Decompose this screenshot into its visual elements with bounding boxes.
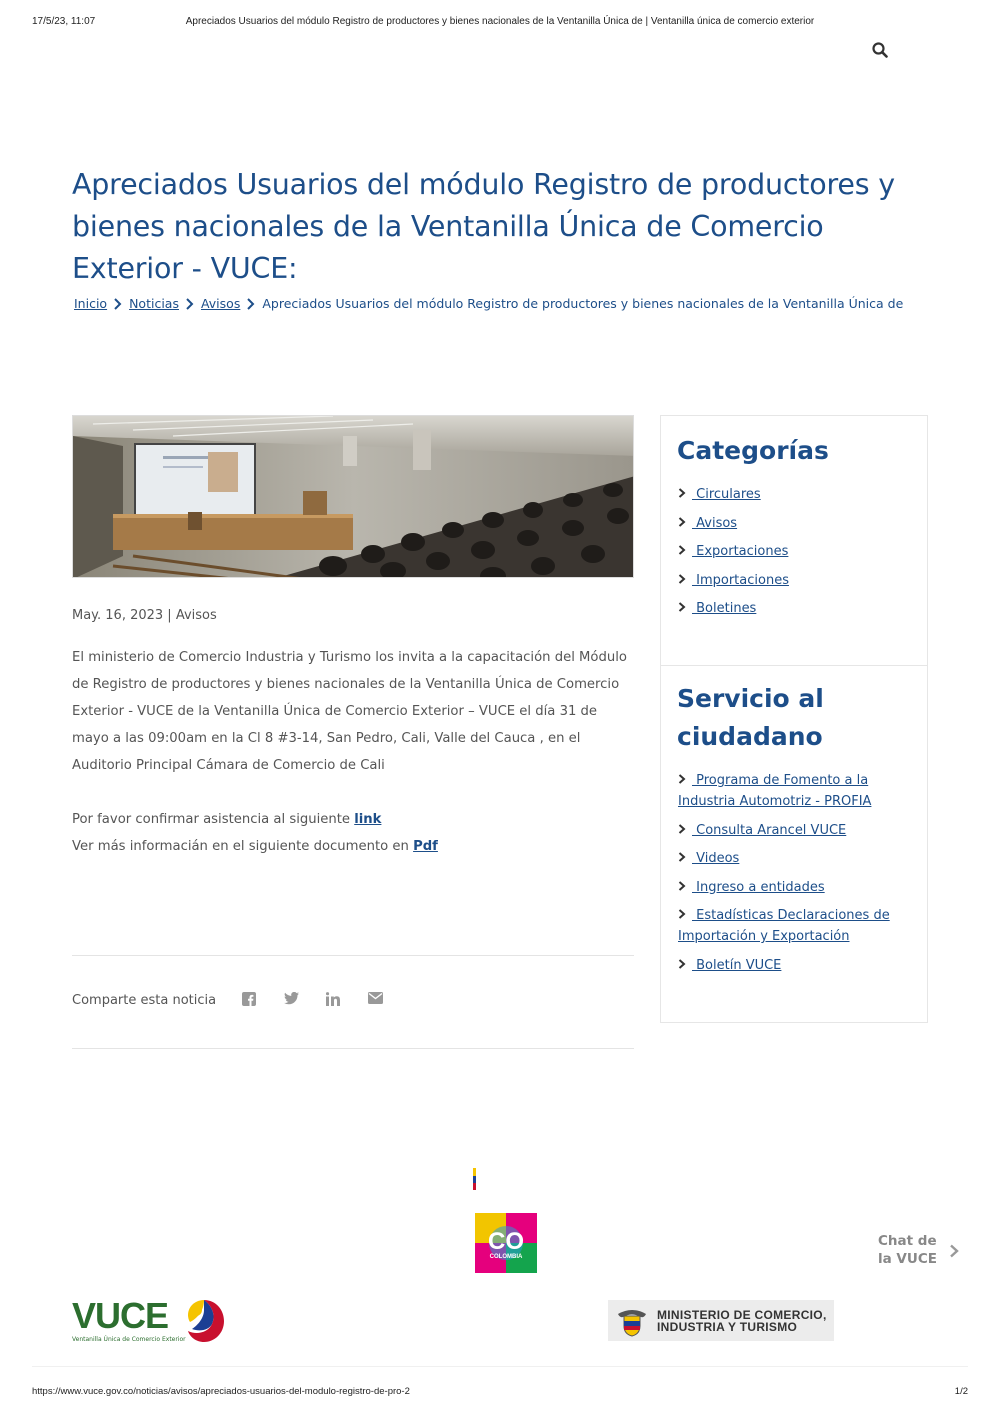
- category-link[interactable]: Circulares: [692, 487, 761, 502]
- coat-of-arms-icon: [614, 1304, 650, 1338]
- categories-title: Categorías: [677, 436, 829, 465]
- vuce-logo[interactable]: [72, 1295, 227, 1346]
- article-paragraph: El ministerio de Comercio Industria y Turismo los invita a la capacitación del Módulo de Registro de productores y bienes nacionales de la Ventanilla Única de Comercio Exterior - VUCE de la Ventanilla Única de Comercio Exterior – VUCE el día 31 de mayo a las 09:00am en la Cl 8 #3-14, San Pedro, Cali, Valle del Cauca , en el Auditorio Principal Cámara de Comercio de Cali: [72, 650, 627, 773]
- service-link[interactable]: Ingreso a entidades: [692, 879, 825, 895]
- confirm-text: Por favor confirmar asistencia al siguiente: [72, 812, 355, 827]
- category-item[interactable]: [678, 513, 918, 534]
- facebook-icon[interactable]: [242, 992, 258, 1008]
- twitter-icon[interactable]: [284, 992, 300, 1008]
- category-link[interactable]: Exportaciones: [692, 544, 789, 559]
- pdf-link[interactable]: Pdf: [413, 839, 438, 854]
- envelope-icon[interactable]: [368, 992, 384, 1008]
- chevron-right-icon: [678, 955, 692, 976]
- sidebar: [660, 415, 928, 1023]
- article-links: [72, 806, 638, 860]
- category-item[interactable]: [678, 598, 918, 619]
- divider: [72, 955, 634, 956]
- mincit-logo[interactable]: [608, 1300, 834, 1341]
- share-label: Comparte esta noticia: [72, 992, 217, 1008]
- article-image: [72, 415, 634, 578]
- print-page-number: 1/2: [954, 1386, 968, 1397]
- categories-list: [678, 484, 918, 627]
- category-item[interactable]: [678, 570, 918, 591]
- info-text: Ver más informacián en el siguiente documento en: [72, 839, 414, 854]
- service-link[interactable]: Consulta Arancel VUCE: [692, 822, 847, 838]
- vuce-logo-word: VUCE: [72, 1295, 169, 1336]
- chevron-right-icon: [678, 905, 692, 926]
- service-item[interactable]: [678, 820, 918, 841]
- category-link[interactable]: Importaciones: [692, 572, 789, 588]
- breadcrumb-noticias[interactable]: Noticias: [129, 296, 179, 311]
- mincit-line1: MINISTERIO DE COMERCIO,: [657, 1308, 827, 1322]
- search-icon[interactable]: [872, 42, 890, 60]
- breadcrumb-current: Apreciados Usuarios del módulo Registro de productores y bienes nacionales de la Ventanilla Única de: [262, 296, 904, 311]
- chevron-right-icon: [678, 598, 692, 619]
- co-logo-text: CO: [488, 1228, 524, 1255]
- share-bar: [72, 992, 410, 1008]
- chevron-right-icon[interactable]: [949, 1243, 959, 1262]
- category-item[interactable]: [678, 541, 918, 562]
- vuce-logo-subtitle: Ventanilla Única de Comercio Exterior: [72, 1336, 186, 1343]
- chevron-right-icon: [678, 848, 692, 869]
- chevron-right-icon: [678, 770, 692, 791]
- chevron-right-icon: [678, 820, 692, 841]
- category-item[interactable]: [678, 484, 918, 505]
- chevron-right-icon: [107, 297, 129, 311]
- category-link[interactable]: Avisos: [692, 515, 738, 531]
- category-link[interactable]: Boletines: [692, 601, 757, 616]
- service-link[interactable]: Estadísticas Declaraciones de Importación y Exportación: [678, 908, 890, 944]
- print-url: https://www.vuce.gov.co/noticias/avisos/apreciados-usuarios-del-modulo-registro-de-pro-2: [32, 1386, 410, 1397]
- breadcrumb: [74, 296, 954, 311]
- linkedin-icon[interactable]: [326, 992, 342, 1008]
- service-item[interactable]: [678, 905, 918, 947]
- print-page-title: Apreciados Usuarios del módulo Registro de productores y bienes nacionales de la Ventanilla Única de | Ventanilla única de comercio exterior: [185, 16, 815, 27]
- service-item[interactable]: [678, 848, 918, 869]
- flag-stripe: [473, 1168, 476, 1190]
- service-link[interactable]: Programa de Fomento a la Industria Automotriz - PROFIA: [678, 773, 872, 809]
- divider: [661, 665, 927, 666]
- co-logo-subtext: COLOMBIA: [489, 1254, 523, 1260]
- service-item[interactable]: [678, 955, 918, 976]
- article-meta: May. 16, 2023 | Avisos: [72, 608, 217, 623]
- mincit-line2: INDUSTRIA Y TURISMO: [657, 1320, 798, 1334]
- divider: [72, 1048, 634, 1049]
- chat-label-line1: Chat de: [878, 1233, 937, 1249]
- chevron-right-icon: [678, 541, 692, 562]
- service-link[interactable]: Boletín VUCE: [692, 957, 782, 973]
- chat-label-line2: la VUCE: [878, 1251, 937, 1267]
- breadcrumb-inicio[interactable]: Inicio: [74, 296, 108, 311]
- service-link[interactable]: Videos: [692, 851, 740, 866]
- service-list: [678, 770, 918, 983]
- chevron-right-icon: [678, 484, 692, 505]
- chat-vuce-button[interactable]: [878, 1232, 937, 1268]
- vuce-emblem-icon: [182, 1298, 226, 1344]
- co-colombia-logo[interactable]: [475, 1213, 537, 1273]
- page-title: Apreciados Usuarios del módulo Registro de productores y bienes nacionales de la Ventanilla Única de Comercio Exterior - VUCE:: [72, 168, 895, 285]
- chevron-right-icon: [179, 297, 201, 311]
- article-body: [72, 644, 638, 860]
- chevron-right-icon: [678, 513, 692, 534]
- chevron-right-icon: [678, 570, 692, 591]
- print-date: 17/5/23, 11:07: [32, 16, 96, 27]
- service-item[interactable]: [678, 770, 918, 812]
- divider: [32, 1366, 968, 1367]
- service-item[interactable]: [678, 877, 918, 898]
- breadcrumb-avisos[interactable]: Avisos: [200, 296, 241, 311]
- chevron-right-icon: [240, 297, 262, 311]
- chevron-right-icon: [678, 877, 692, 898]
- service-title: Servicio al ciudadano: [677, 684, 824, 751]
- confirm-link[interactable]: link: [354, 812, 382, 827]
